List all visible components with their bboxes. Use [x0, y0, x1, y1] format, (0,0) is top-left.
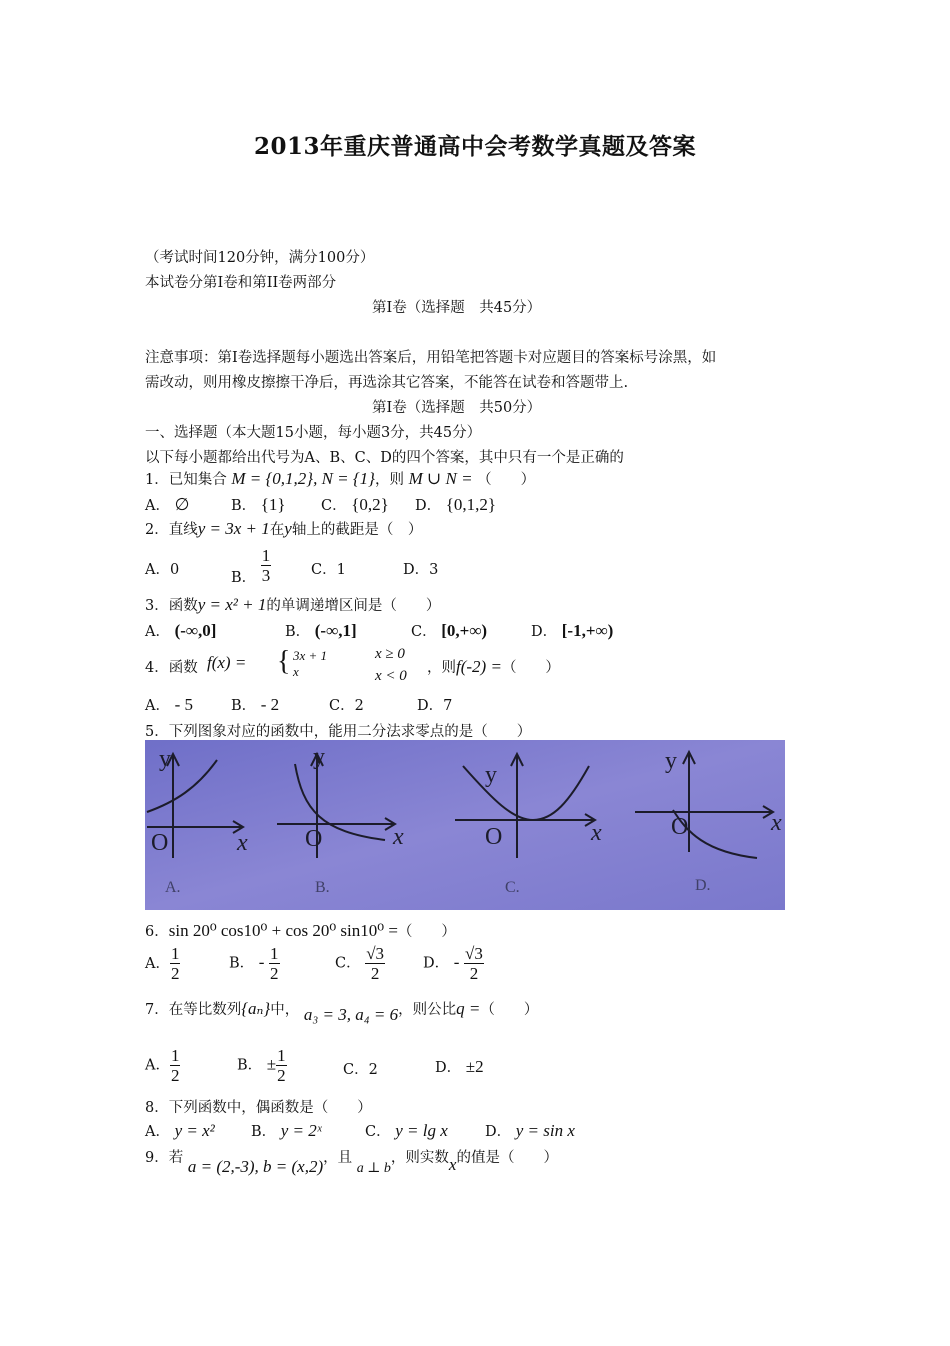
q5-graphs-photo	[145, 740, 785, 910]
q7-mid-2: ，则公比	[398, 1002, 457, 1018]
graph-a-x-label: x	[237, 830, 248, 856]
q4-option-d: D．7	[417, 698, 453, 714]
graph-c-origin: O	[485, 824, 503, 850]
graph-d-x-label: x	[771, 810, 782, 836]
question-9	[145, 1146, 558, 1176]
graph-a-label: A.	[165, 879, 181, 896]
q7-var: q =	[456, 999, 481, 1018]
graph-d-y-label: y	[665, 748, 677, 774]
q1-option-d: D． {0,1,2}	[415, 495, 497, 514]
q7-seq: {aₙ}	[241, 999, 271, 1018]
q3-option-a: A． (-∞,0]	[145, 621, 217, 640]
question-6	[145, 920, 456, 941]
graph-c-label: C.	[505, 879, 520, 896]
q4-mid: ，则f(-2) =（ ）	[427, 657, 560, 676]
q3-math: y = x² + 1	[197, 595, 267, 614]
question-3	[145, 594, 440, 615]
q1-math-2: M ∪ N =	[408, 469, 473, 488]
q8-option-b: B． y = 2ˣ	[251, 1121, 322, 1140]
q7-mid: 中，	[270, 1002, 300, 1018]
q4-cond-1: x ≥ 0	[375, 646, 405, 662]
q7-stem: 7．在等比数列	[145, 1002, 242, 1018]
q2-option-a: A．0	[145, 562, 180, 578]
q3-stem: 3．函数	[145, 598, 198, 614]
q7-option-d: D． ±2	[435, 1057, 484, 1076]
part1-header: 第I卷（选择题 共45分）	[372, 300, 542, 316]
question-5: 5．下列图象对应的函数中，能用二分法求零点的是（ ）	[145, 724, 532, 740]
graph-b-label: B.	[315, 879, 330, 896]
q4-cond-2: x < 0	[375, 668, 407, 684]
q1-option-a: A． ∅	[145, 495, 190, 514]
q8-option-c: C． y = lg x	[365, 1121, 448, 1140]
q3-option-b: B． (-∞,1]	[285, 621, 357, 640]
graph-b-y-label: y	[313, 744, 325, 770]
exam-time: （考试时间120分钟，满分100分）	[145, 250, 375, 266]
question-8: 8．下列函数中，偶函数是（ ）	[145, 1100, 372, 1116]
q9-mid: ，且	[323, 1150, 353, 1166]
q4-fx: f(x) =	[207, 653, 247, 672]
q7-option-b: B． ± $\frac{1}{2}$	[237, 1046, 286, 1085]
q9-stem: 9．若	[145, 1150, 184, 1166]
question-1	[145, 468, 535, 489]
q1-math: M = {0,1,2}, N = {1}	[231, 469, 375, 488]
q7-options	[145, 1046, 565, 1090]
q3-option-d: D． [-1,+∞)	[531, 621, 614, 640]
q4-stem: 4．函数	[145, 660, 198, 676]
q4-case-2: x	[293, 664, 299, 679]
question-4	[145, 648, 645, 688]
graph-d-label: D.	[695, 877, 711, 894]
question-7	[145, 998, 539, 1024]
q6-option-b: B． - $\frac{1}{2}$	[229, 944, 279, 983]
graph-a-origin: O	[151, 830, 169, 856]
q8-option-d: D． y = sin x	[485, 1121, 575, 1140]
q6-options	[145, 944, 565, 988]
q7-math: a₃ = 3, a₄ = 6	[303, 1005, 399, 1024]
q1-stem: 1．已知集合	[145, 472, 227, 488]
section-description: 以下每小题都给出代号为A、B、C、D的四个答案，其中只有一个是正确的	[145, 450, 624, 466]
q4-option-b: B． - 2	[231, 695, 280, 714]
q1-option-c: C． {0,2}	[321, 495, 389, 514]
q1-tail: （ ）	[477, 472, 536, 488]
q6-option-a: A． $\frac{1}{2}$	[145, 944, 180, 983]
q9-math: a = (2,-3), b = (x,2)	[187, 1157, 324, 1176]
q7-tail: （ ）	[480, 1002, 539, 1018]
parts-note: 本试卷分第I卷和第II卷两部分	[145, 275, 337, 291]
q6-option-c: C． $\frac{√3}{2}$	[335, 944, 385, 983]
q8-option-a: A． y = x²	[145, 1121, 215, 1140]
q4-brace: {	[277, 646, 291, 677]
graph-a-y-label: y	[159, 746, 171, 772]
q2-tail: 轴上的截距是（ ）	[291, 522, 423, 538]
notice-line-1: 注意事项：第I卷选择题每小题选出答案后，用铅笔把答题卡对应题目的答案标号涂黑，如	[145, 350, 717, 366]
q2-mid: 在	[269, 522, 285, 538]
q2-option-c: C．1	[311, 562, 346, 578]
q2-var: y	[284, 519, 292, 538]
q2-options	[145, 546, 565, 590]
q9-math-2: a ⊥ b	[356, 1161, 391, 1176]
q9-tail: 的值是（ ）	[456, 1150, 558, 1166]
q9-mid-2: ，则实数	[390, 1150, 449, 1166]
notice-line-2: 需改动，则用橡皮擦擦干净后，再选涂其它答案，不能答在试卷和答题带上.	[145, 375, 629, 391]
q2-option-d: D．3	[403, 562, 439, 578]
graph-d-origin: O	[671, 814, 689, 840]
question-2	[145, 518, 422, 539]
q2-option-b: B． $\frac{1}{3}$	[231, 546, 271, 586]
q7-option-a: A． $\frac{1}{2}$	[145, 1046, 180, 1085]
graph-c-y-label: y	[485, 762, 497, 788]
q9-var: x	[448, 1155, 457, 1174]
q6-math: sin 20⁰ cos10⁰ + cos 20⁰ sin10⁰ =	[168, 921, 398, 940]
q6-stem: 6．	[145, 924, 169, 940]
q1-mid: ，则	[374, 472, 404, 488]
section-heading: 一、选择题（本大题15小题，每小题3分，共45分）	[145, 425, 482, 441]
q2-math: y = 3x + 1	[197, 519, 270, 538]
graph-b-origin: O	[305, 826, 323, 852]
graph-b-x-label: x	[393, 824, 404, 850]
part1-header-2: 第I卷（选择题 共50分）	[372, 400, 542, 416]
q4-case-1: 3x + 1	[293, 648, 328, 663]
q6-option-d: D． - $\frac{√3}{2}$	[423, 944, 483, 983]
q3-option-c: C． [0,+∞)	[411, 621, 488, 640]
q4-option-c: C．2	[329, 698, 364, 714]
q2-stem: 2．直线	[145, 522, 198, 538]
q1-option-b: B． {1}	[231, 495, 286, 514]
q3-tail: 的单调递增区间是（ ）	[266, 598, 441, 614]
q4-option-a: A． - 5	[145, 695, 194, 714]
page-title: 2013年重庆普通高中会考数学真题及答案	[253, 133, 696, 160]
graph-c-x-label: x	[591, 820, 602, 846]
q6-tail: （ ）	[397, 924, 456, 940]
q7-option-c: C．2	[343, 1062, 378, 1078]
